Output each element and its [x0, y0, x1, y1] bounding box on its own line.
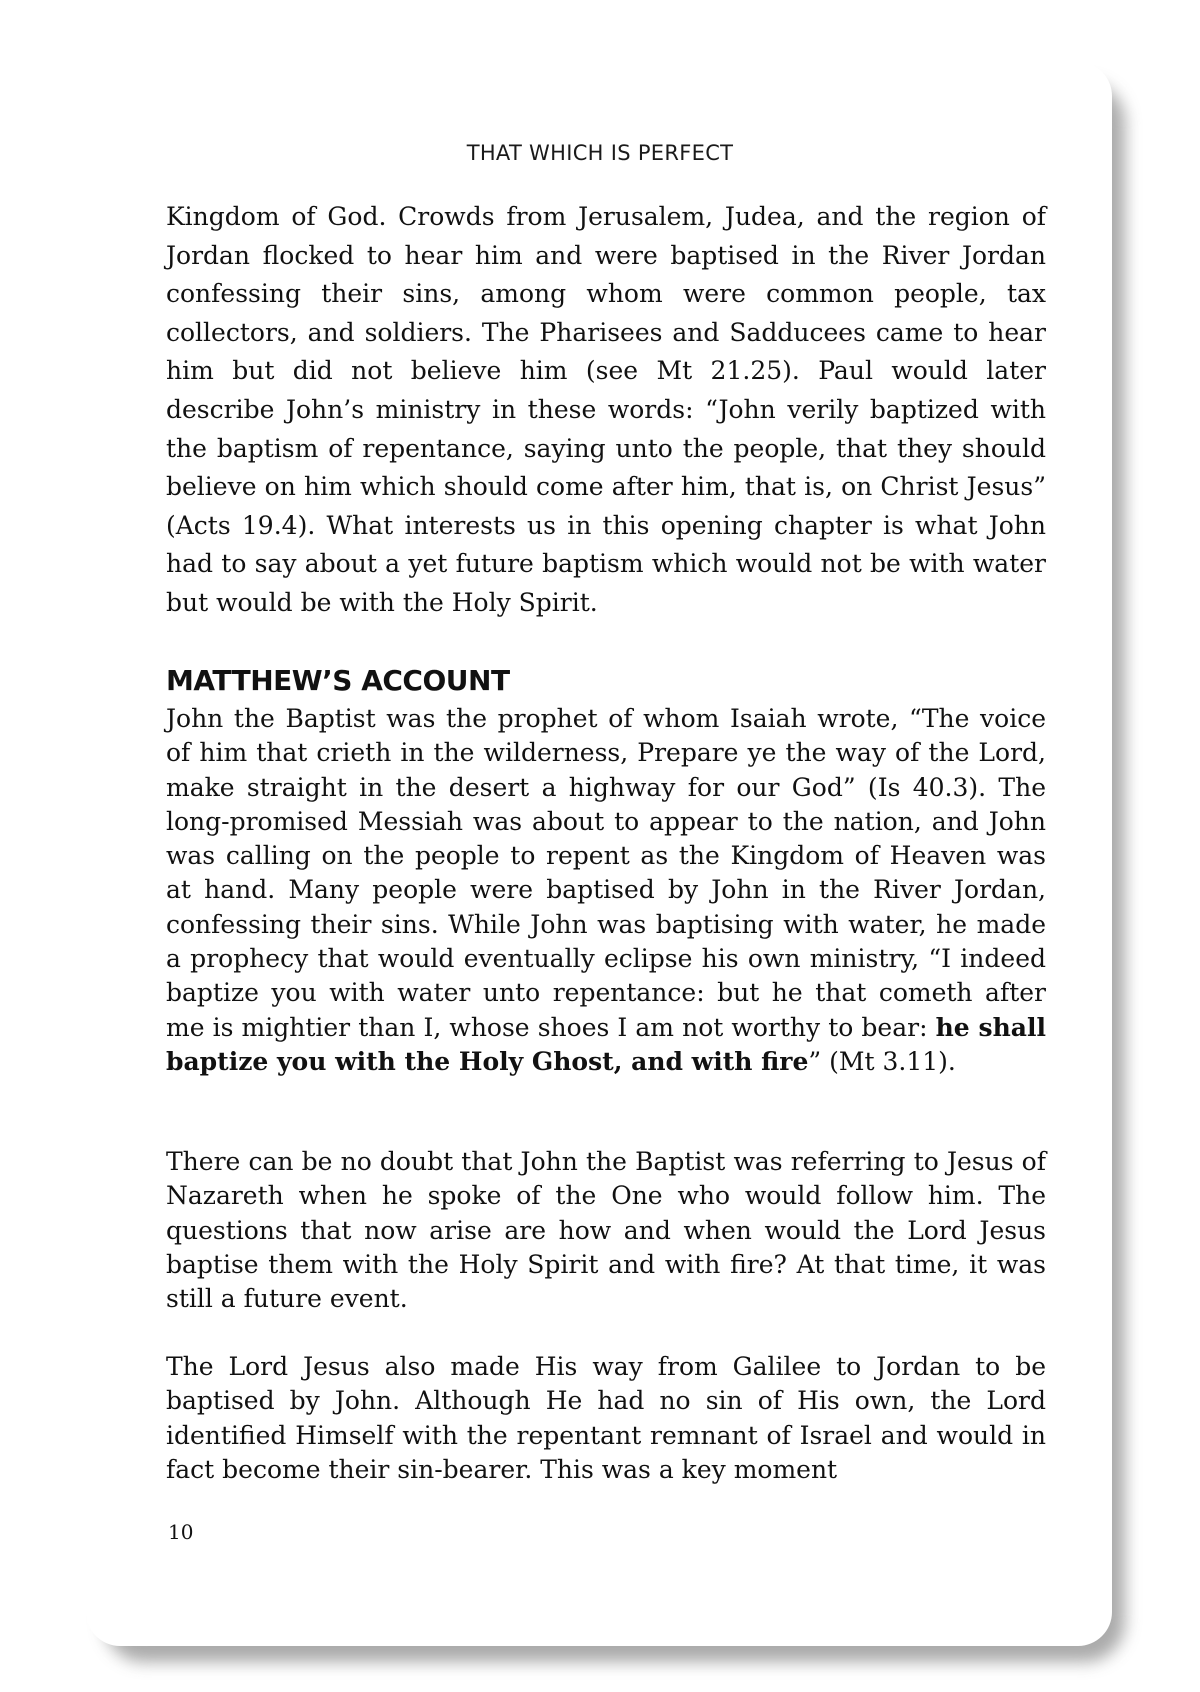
quote-emphasis: he shall baptize you with the Holy Ghost, and with fire: [166, 1012, 1046, 1076]
paragraph-matthew-tail: ” (Mt 3.11).: [808, 1046, 956, 1076]
running-head: THAT WHICH IS PERFECT: [466, 141, 734, 165]
section-heading: MATTHEW’S ACCOUNT: [166, 664, 510, 697]
paragraph-matthew-lead: John the Baptist was the prophet of whom Isaiah wrote, “The voice of him that crieth in the wilderness, Prepare ye the way of the Lord, make straight in the desert a highway for our God” (Is 40.3). The long-promised Messiah was about to appear to the nation, and John was calling on the people to repent as the Kingdom of Heaven was at hand. Many people were baptised by John in the River Jordan, confessing their sins. While John was baptising with water, he made a prophecy that would eventually eclipse his own ministry, “I indeed baptize you with water unto repentance: but he that cometh after me is mightier than I, whose shoes I am not worthy to bear:: [166, 704, 1046, 1042]
paragraph-matthew: [166, 702, 1046, 1079]
paragraph-lord-jesus: The Lord Jesus also made His way from Galilee to Jordan to be baptised by John. Although He had no sin of His own, the Lord identified Himself with the repentant remnant of Israel and would in fact become their sin-bearer. This was a key moment: [166, 1352, 1046, 1484]
page-number: 10: [168, 1520, 194, 1544]
paragraph-intro: Kingdom of God. Crowds from Jerusalem, Judea, and the region of Jordan flocked to hear him and were baptised in the River Jordan confessing their sins, among whom were common people, tax collectors, and soldiers. The Pharisees and Sadducees came to hear him but did not believe him (see Mt 21.25). Paul would later describe John’s ministry in these words: “John verily baptized with the baptism of repentance, saying unto the people, that they should believe on him which should come after him, that is, on Christ Jesus” (Acts 19.4). What interests us in this opening chapter is what John had to say about a yet future baptism which would not be with water but would be with the Holy Spirit.: [166, 202, 1046, 617]
paragraph-no-doubt: There can be no doubt that John the Baptist was referring to Jesus of Nazareth when he spoke of the One who would follow him. The questions that now arise are how and when would the Lord Jesus baptise them with the Holy Spirit and with fire? At that time, it was still a future event.: [166, 1147, 1046, 1314]
